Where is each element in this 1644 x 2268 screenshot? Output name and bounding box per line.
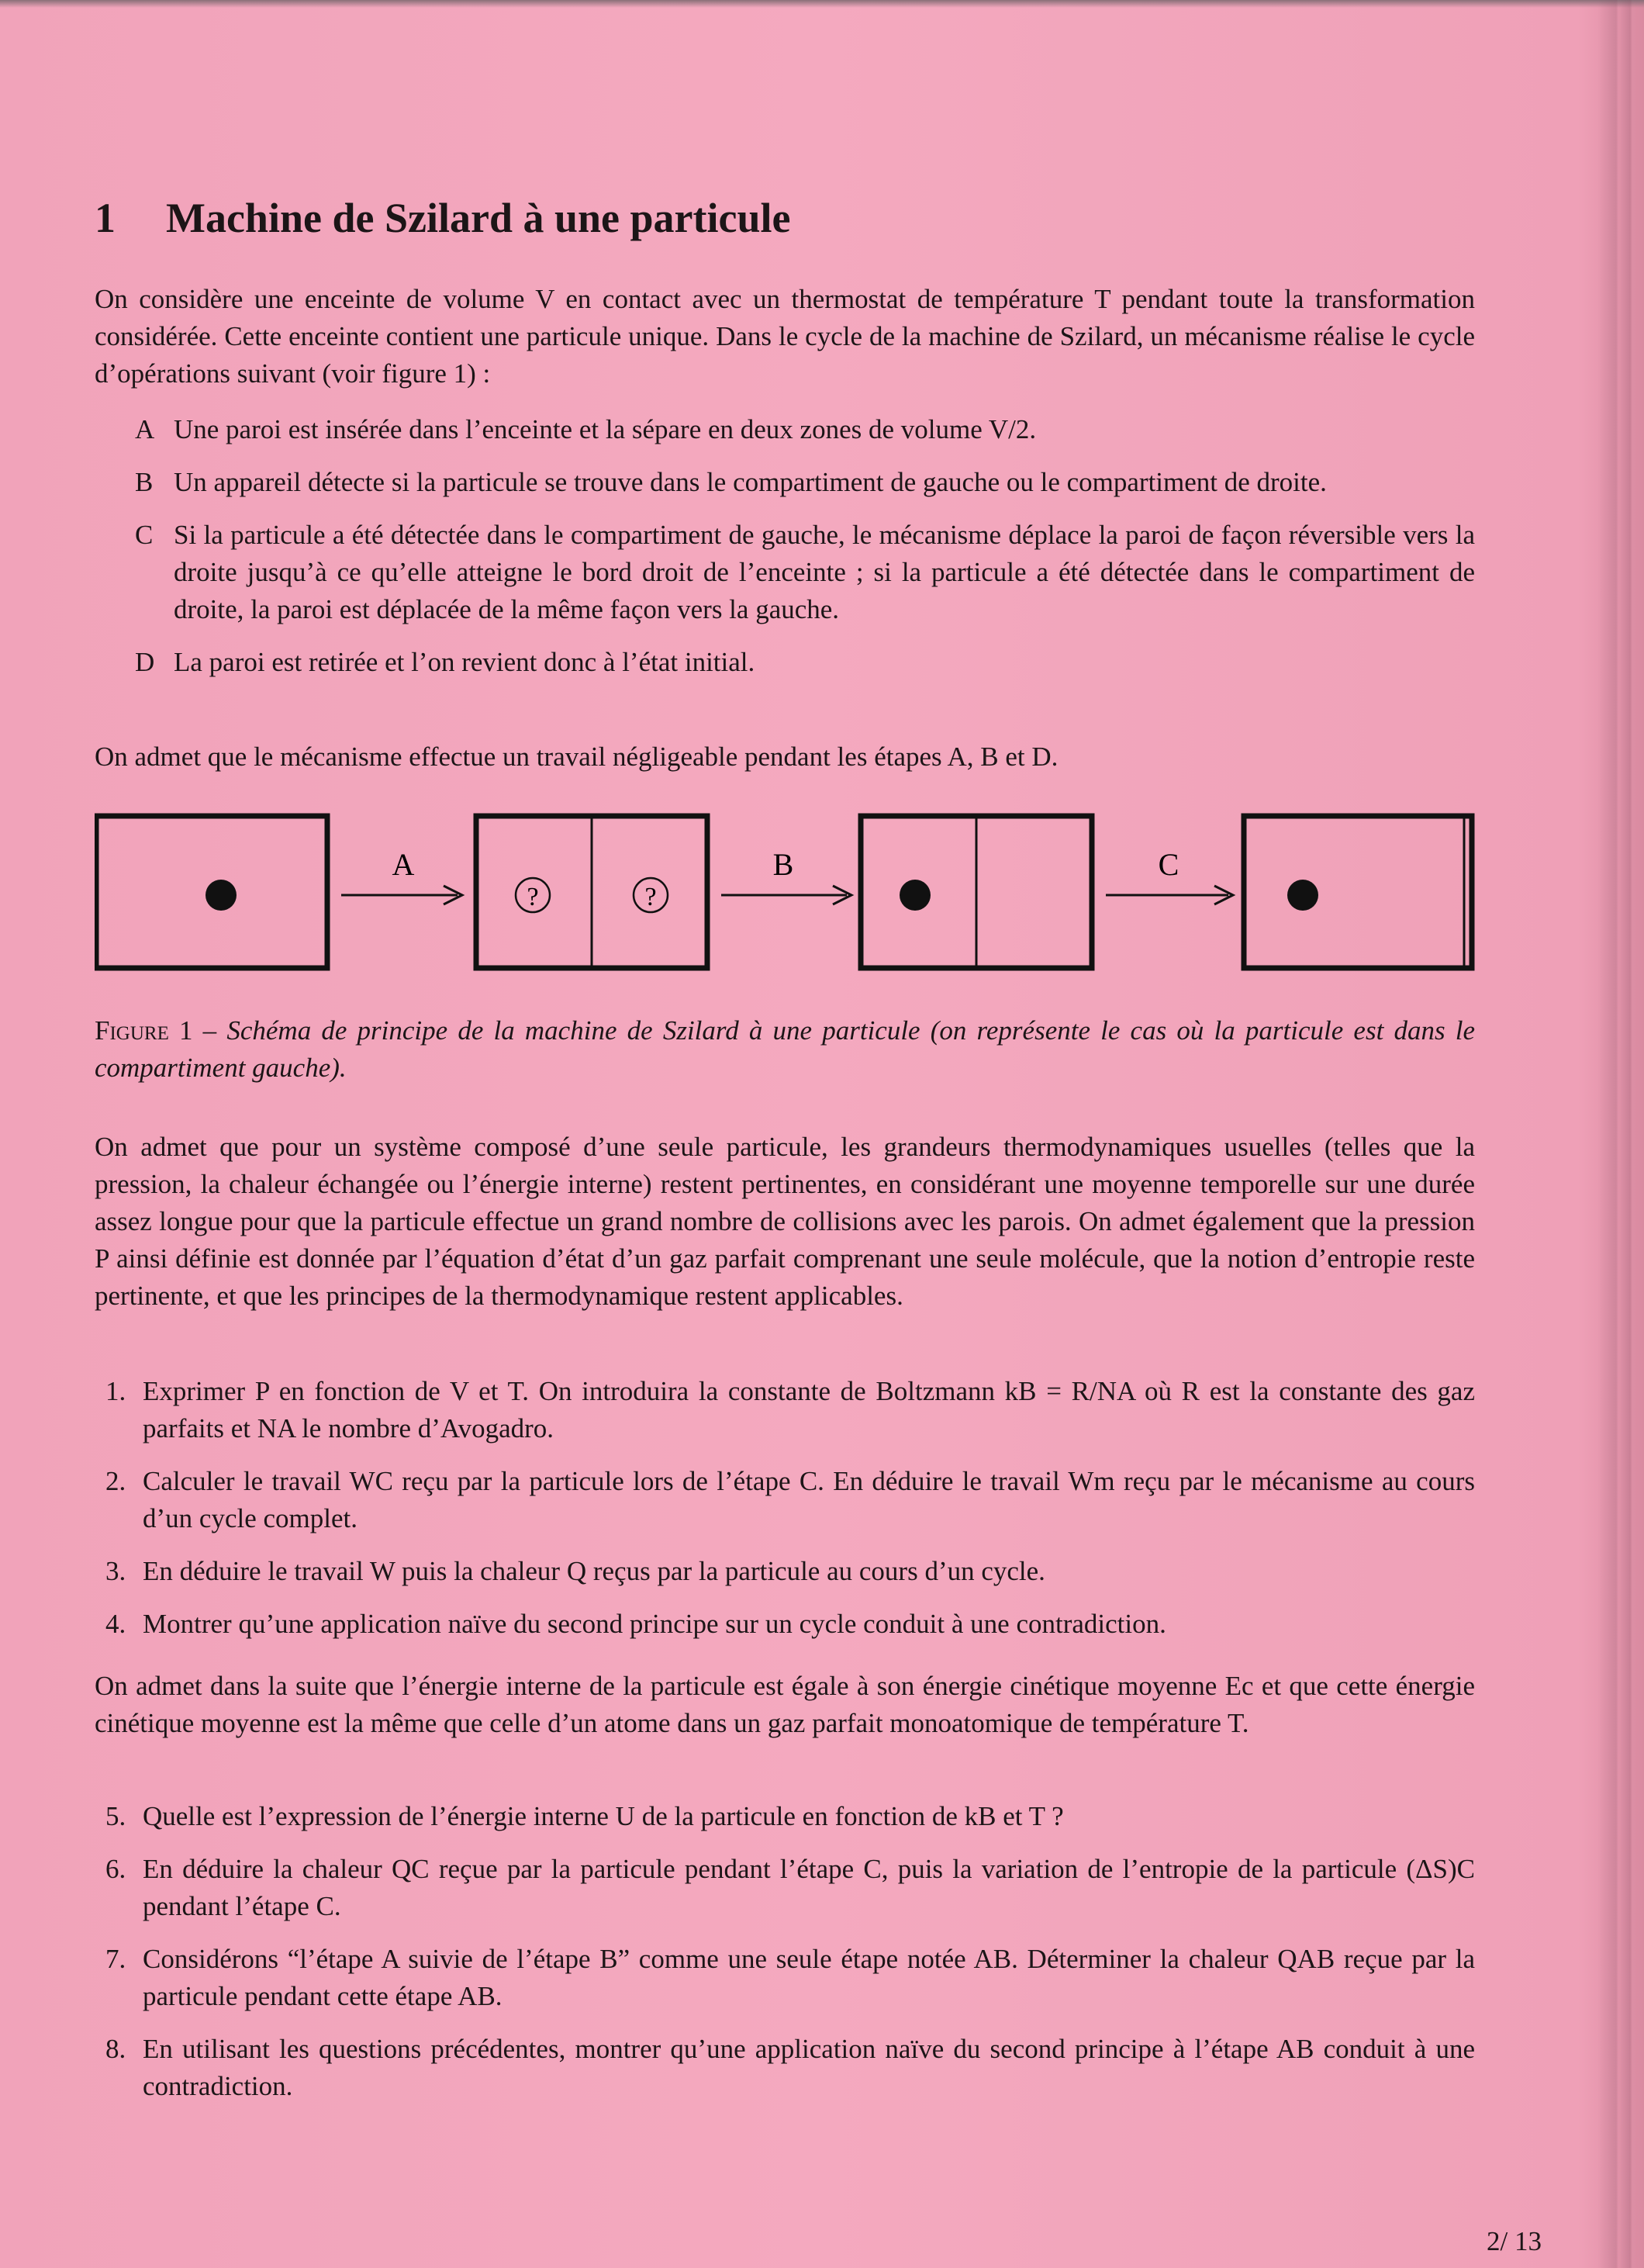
particle-dot-3	[900, 880, 931, 911]
admit-paragraph-3: On admet dans la suite que l’énergie interne de la particule est égale à son énergie cinétique moyenne Ec et que cette énergie cinétique moyenne est la même que celle d’un atome dans un gaz parfait monoatomique de température T.	[95, 1671, 1475, 1738]
intro-paragraph: On considère une enceinte de volume V en contact avec un thermostat de température T pendant toute la transformation considérée. Cette enceinte contient une particule unique. Dans le cycle de la machine de Szilard, un mécanisme réalise le cycle d’opérations suivant (voir figure 1) :	[95, 284, 1475, 389]
list-item-label: A	[135, 414, 155, 444]
list-item-label: 2.	[105, 1466, 126, 1496]
arrow-label-a: A	[392, 847, 415, 882]
list-item	[95, 1553, 1475, 1590]
questions-list-1	[95, 1373, 1475, 1658]
list-item-label: 6.	[105, 1854, 126, 1884]
list-item-label: B	[135, 467, 154, 497]
list-item-text: Calculer le travail WC reçu par la particule lors de l’étape C. En déduire le travail Wm reçu par le mécanisme au cours d’un cycle complet.	[143, 1466, 1475, 1533]
section-number: 1	[95, 195, 116, 241]
figure-box-expanded	[1244, 816, 1472, 968]
particle-dot-1	[206, 880, 237, 911]
list-item	[95, 1373, 1475, 1447]
admit-paragraph-1: On admet que le mécanisme effectue un travail négligeable pendant les étapes A, B et D.	[95, 742, 1059, 772]
list-item-text: Une paroi est insérée dans l’enceinte et la sépare en deux zones de volume V/2.	[174, 414, 1037, 444]
unknown-right-symbol: ?	[644, 883, 657, 911]
figure-caption	[95, 1012, 1475, 1087]
list-item	[95, 1851, 1475, 1925]
list-item-label: 7.	[105, 1944, 126, 1974]
list-item-label: D	[135, 647, 155, 677]
page-top-edge	[0, 0, 1644, 8]
list-item	[95, 517, 1475, 628]
szilard-figure	[95, 807, 1475, 977]
list-item	[95, 1798, 1475, 1835]
list-item-text: Quelle est l’expression de l’énergie interne U de la particule en fonction de kB et T ?	[143, 1801, 1064, 1831]
list-item-text: En utilisant les questions précédentes, montrer qu’une application naïve du second principe à l’étape AB conduit à une contradiction.	[143, 2034, 1475, 2101]
list-item-text: Montrer qu’une application naïve du second principe sur un cycle conduit à une contradiction.	[143, 1609, 1166, 1639]
list-item	[95, 1941, 1475, 2015]
admit-paragraph-2: On admet que pour un système composé d’une seule particule, les grandeurs thermodynamiques usuelles (telles que la pression, la chaleur échangée ou l’énergie interne) restent pertinentes, en considérant une moyenne temporelle sur une durée assez longue pour que la particule effectue un grand nombre de collisions avec les parois. On admet également que la pression P ainsi définie est donnée par l’équation d’état d’un gaz parfait comprenant une seule molécule, que la notion d’entropie reste pertinente, et que les principes de la thermodynamique restent applicables.	[95, 1132, 1475, 1311]
page-number: 2/ 13	[1487, 2226, 1542, 2256]
unknown-left-symbol: ?	[527, 883, 539, 911]
list-item-text: La paroi est retirée et l’on revient donc à l’état initial.	[174, 647, 755, 677]
section-heading	[95, 194, 790, 242]
arrow-label-b: B	[772, 847, 794, 882]
list-item-text: Considérons “l’étape A suivie de l’étape B” comme une seule étape notée AB. Déterminer la chaleur QAB reçue par la particule pendant cette étape AB.	[143, 1944, 1475, 2011]
list-item	[95, 2031, 1475, 2105]
list-item-label: C	[135, 520, 154, 550]
list-item-label: 8.	[105, 2034, 126, 2064]
list-item-label: 5.	[105, 1801, 126, 1831]
figure-caption-text: Schéma de principe de la machine de Szilard à une particule (on représente le cas où la particule est dans le compartiment gauche).	[95, 1015, 1476, 1083]
list-item-text: Un appareil détecte si la particule se trouve dans le compartiment de gauche ou le compartiment de droite.	[174, 467, 1327, 497]
list-item-label: 1.	[105, 1376, 126, 1406]
list-item-label: 4.	[105, 1609, 126, 1639]
list-item	[95, 1606, 1475, 1643]
list-item	[95, 464, 1475, 501]
list-item-text: Si la particule a été détectée dans le compartiment de gauche, le mécanisme déplace la paroi de façon réversible vers la droite jusqu’à ce qu’elle atteigne le bord droit de l’enceinte ; si la particule a été détectée dans le compartiment de droite, la paroi est déplacée de la même façon vers la gauche.	[174, 520, 1475, 624]
list-item-text: En déduire le travail W puis la chaleur Q reçus par la particule au cours d’un cycle.	[143, 1556, 1045, 1586]
list-item	[95, 1463, 1475, 1537]
list-item-text: En déduire la chaleur QC reçue par la particule pendant l’étape C, puis la variation de l’entropie de la particule (ΔS)C pendant l’étape C.	[143, 1854, 1475, 1921]
list-item-label: 3.	[105, 1556, 126, 1586]
list-item	[95, 644, 1475, 681]
figure-label: Figure 1 –	[95, 1015, 217, 1046]
particle-dot-4	[1287, 880, 1318, 911]
arrow-label-c: C	[1158, 847, 1179, 882]
list-item	[95, 411, 1475, 448]
questions-list-2	[95, 1798, 1475, 2121]
list-item-text: Exprimer P en fonction de V et T. On introduira la constante de Boltzmann kB = R/NA où R est la constante des gaz parfaits et NA le nombre d’Avogadro.	[143, 1376, 1475, 1443]
steps-list	[95, 411, 1475, 697]
section-title: Machine de Szilard à une particule	[166, 195, 791, 241]
page-right-edge	[1597, 0, 1644, 2268]
